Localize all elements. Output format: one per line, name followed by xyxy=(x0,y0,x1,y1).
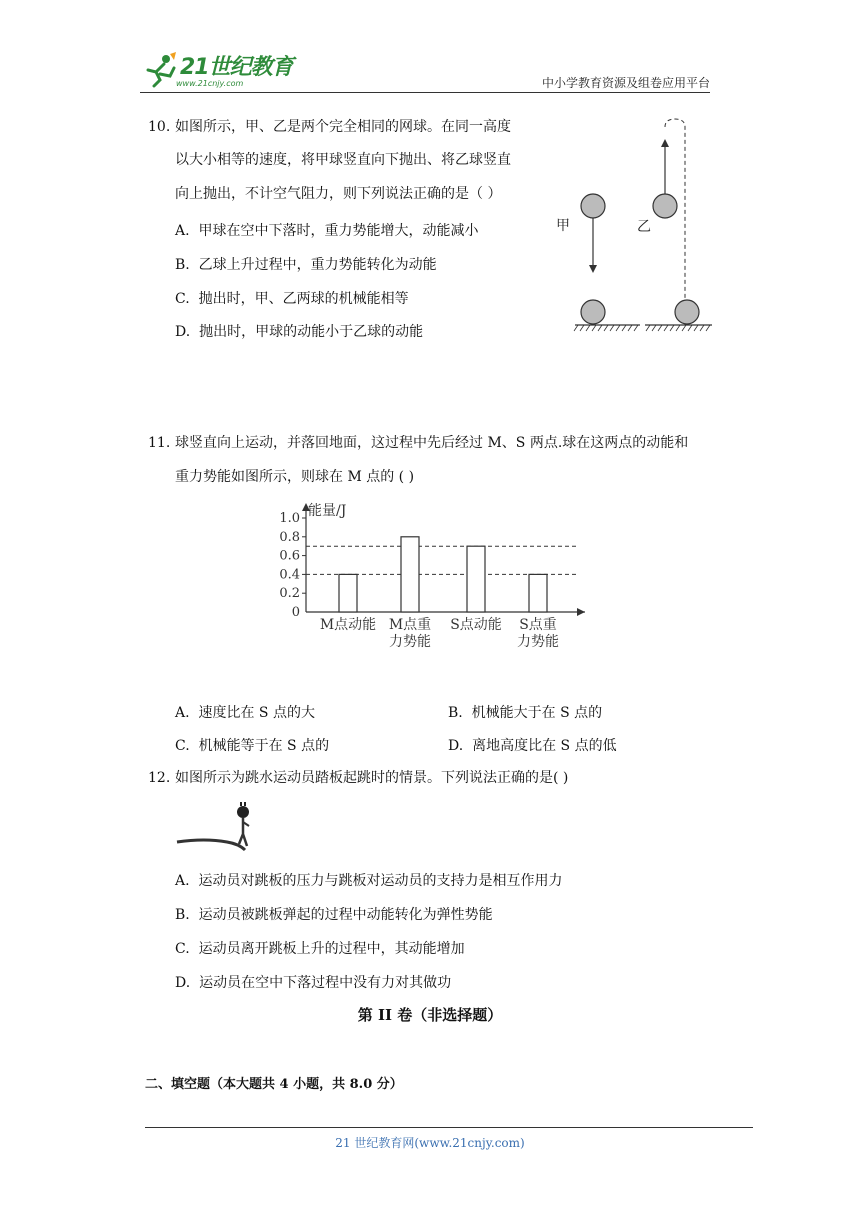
option-letter: A. xyxy=(175,705,190,721)
x-tick-label: M点重 xyxy=(388,617,432,633)
chart-ticks xyxy=(279,511,306,620)
option-text: 抛出时，甲、乙两球的机械能相等 xyxy=(198,291,409,307)
q12-number: 12. xyxy=(148,770,171,786)
logo-text: 21世纪教育 xyxy=(180,55,293,80)
q10-option-d[interactable] xyxy=(175,321,423,341)
arrow-up-icon xyxy=(661,139,669,147)
option-letter: B. xyxy=(175,257,190,273)
q11-option-d[interactable] xyxy=(448,735,617,755)
q11-option-c[interactable] xyxy=(175,735,329,755)
option-text: 乙球上升过程中，重力势能转化为动能 xyxy=(198,257,437,273)
q10-line-3: 向上抛出，不计空气阻力，则下列说法正确的是（ ） xyxy=(175,186,502,202)
option-text: 运动员对跳板的压力与跳板对运动员的支持力是相互作用力 xyxy=(198,873,563,889)
x-tick-label-line2: 力势能 xyxy=(517,634,559,650)
q12-line-1: 如图所示为跳水运动员踏板起跳时的情景。下列说法正确的是( ) xyxy=(175,770,569,786)
bar xyxy=(529,574,547,612)
q12-option-c[interactable] xyxy=(175,938,465,958)
q11-option-b[interactable] xyxy=(448,702,602,722)
x-tick-label: M点动能 xyxy=(319,617,377,633)
option-letter: C. xyxy=(175,738,190,754)
q10-line-1: 如图所示，甲、乙是两个完全相同的网球。在同一高度 xyxy=(175,119,511,135)
bar xyxy=(401,537,419,612)
option-text: 运动员被跳板弹起的过程中动能转化为弹性势能 xyxy=(198,907,493,923)
q10-ball-figure xyxy=(550,115,720,340)
x-axis-arrow-icon xyxy=(577,608,585,616)
option-letter: C. xyxy=(175,941,190,957)
x-tick-label-line2: 力势能 xyxy=(389,634,431,650)
option-letter: B. xyxy=(175,907,190,923)
option-text: 机械能等于在 S 点的 xyxy=(198,738,330,754)
option-letter: A. xyxy=(175,873,190,889)
q12-option-d[interactable] xyxy=(175,972,451,992)
option-text: 机械能大于在 S 点的 xyxy=(471,705,603,721)
footer-text: 21 世纪教育网(www.21cnjy.com) xyxy=(335,1136,525,1150)
ball-jia-bottom xyxy=(581,300,605,324)
option-text: 运动员在空中下落过程中没有力对其做功 xyxy=(199,975,452,991)
option-letter: D. xyxy=(175,324,191,340)
energy-bar-chart xyxy=(270,495,600,660)
q10-option-b[interactable] xyxy=(175,254,437,274)
logo-url: www.21cnjy.com xyxy=(176,79,244,88)
option-text: 离地高度比在 S 点的低 xyxy=(472,738,617,754)
x-tick-label: S点重 xyxy=(519,617,557,633)
section2-title: 二、填空题（本大题共 4 小题，共 8.0 分） xyxy=(145,1077,403,1092)
ground-hatch xyxy=(574,325,710,331)
ball-yi-top xyxy=(653,194,677,218)
y-tick-label: 0.2 xyxy=(279,586,300,602)
option-letter: D. xyxy=(175,975,191,991)
y-tick-label: 1.0 xyxy=(279,511,300,526)
q12-option-a[interactable] xyxy=(175,870,562,890)
label-yi: 乙 xyxy=(637,219,651,235)
option-text: 甲球在空中下落时，重力势能增大，动能减小 xyxy=(198,223,479,239)
option-letter: D. xyxy=(448,738,464,754)
ball-jia-top xyxy=(581,194,605,218)
option-text: 运动员离开跳板上升的过程中，其动能增加 xyxy=(198,941,465,957)
footer-divider xyxy=(145,1127,753,1128)
y-tick-label: 0.8 xyxy=(279,529,300,545)
q10-number: 10. xyxy=(148,119,171,135)
diver-head xyxy=(237,806,249,818)
option-letter: A. xyxy=(175,223,190,239)
runner-logo-icon xyxy=(140,52,180,88)
chart-x-labels xyxy=(320,616,559,650)
q10-line-2: 以大小相等的速度，将甲球竖直向下抛出、将乙球竖直 xyxy=(175,152,511,168)
chart-ylabel: 能量/J xyxy=(308,503,347,519)
header-divider xyxy=(140,92,710,93)
option-text: 速度比在 S 点的大 xyxy=(198,705,315,721)
springboard xyxy=(177,840,245,850)
x-tick-label: S点动能 xyxy=(450,617,502,633)
chart-reference-lines xyxy=(306,546,577,574)
label-jia: 甲 xyxy=(556,218,570,234)
diver-figure xyxy=(175,798,265,860)
q11-line-2: 重力势能如图所示，则球在 M 点的 ( ) xyxy=(175,469,415,485)
q11-line-1: 球竖直向上运动，并落回地面，这过程中先后经过 M、S 两点.球在这两点的动能和 xyxy=(175,435,689,451)
q10-option-a[interactable] xyxy=(175,220,478,240)
option-text: 抛出时，甲球的动能小于乙球的动能 xyxy=(199,324,424,340)
y-tick-label: 0 xyxy=(291,605,300,620)
site-logo xyxy=(140,50,310,94)
q11-number: 11. xyxy=(148,435,171,451)
header-platform-text: 中小学教育资源及组卷应用平台 xyxy=(541,76,710,90)
y-tick-label: 0.4 xyxy=(279,567,300,583)
q10-option-c[interactable] xyxy=(175,288,409,308)
q11-option-a[interactable] xyxy=(175,702,315,722)
arrow-down-icon xyxy=(589,265,597,273)
option-letter: C. xyxy=(175,291,190,307)
bar xyxy=(467,546,485,612)
q12-option-b[interactable] xyxy=(175,904,493,924)
section-title: 第 II 卷（非选择题） xyxy=(357,1006,503,1024)
option-letter: B. xyxy=(448,705,463,721)
ball-yi-bottom xyxy=(675,300,699,324)
y-tick-label: 0.6 xyxy=(279,548,300,564)
bar xyxy=(339,574,357,612)
